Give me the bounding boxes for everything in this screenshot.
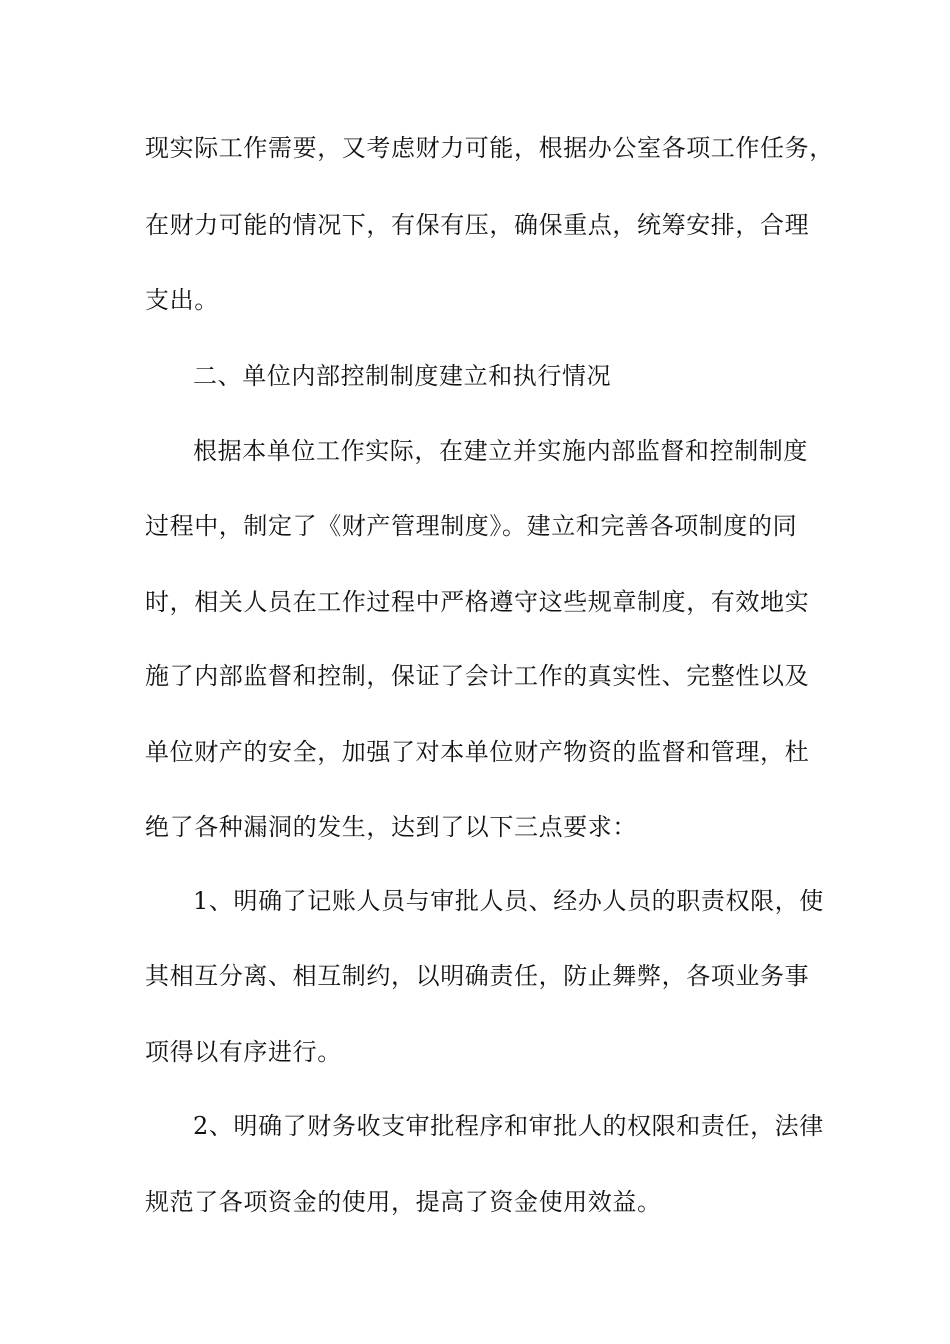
list-item-2: 2、明确了财务收支审批程序和审批人的权限和责任，法律 [193, 1112, 824, 1140]
paragraph-line: 施了内部监督和控制，保证了会计工作的真实性、完整性以及 [145, 662, 810, 690]
paragraph-line: 支出。 [145, 286, 219, 314]
paragraph-line: 项得以有序进行。 [145, 1038, 342, 1066]
paragraph-line: 规范了各项资金的使用，提高了资金使用效益。 [145, 1188, 662, 1216]
paragraph-line: 过程中，制定了《财产管理制度》。建立和完善各项制度的同 [145, 512, 798, 540]
paragraph-line: 单位财产的安全，加强了对本单位财产物资的监督和管理，杜 [145, 738, 810, 766]
section-heading: 二、单位内部控制制度建立和执行情况 [193, 362, 612, 390]
list-item-1: 1、明确了记账人员与审批人员、经办人员的职责权限，使 [193, 887, 824, 915]
paragraph-line: 在财力可能的情况下，有保有压，确保重点，统筹安排，合理 [145, 211, 810, 239]
paragraph-line: 现实际工作需要，又考虑财力可能，根据办公室各项工作任务， [145, 134, 834, 162]
paragraph-line: 绝了各种漏洞的发生，达到了以下三点要求： [145, 813, 637, 841]
paragraph-line: 时，相关人员在工作过程中严格遵守这些规章制度，有效地实 [145, 588, 810, 616]
paragraph-line: 其相互分离、相互制约，以明确责任，防止舞弊，各项业务事 [145, 962, 810, 990]
paragraph-line: 根据本单位工作实际，在建立并实施内部监督和控制制度 [193, 437, 808, 465]
